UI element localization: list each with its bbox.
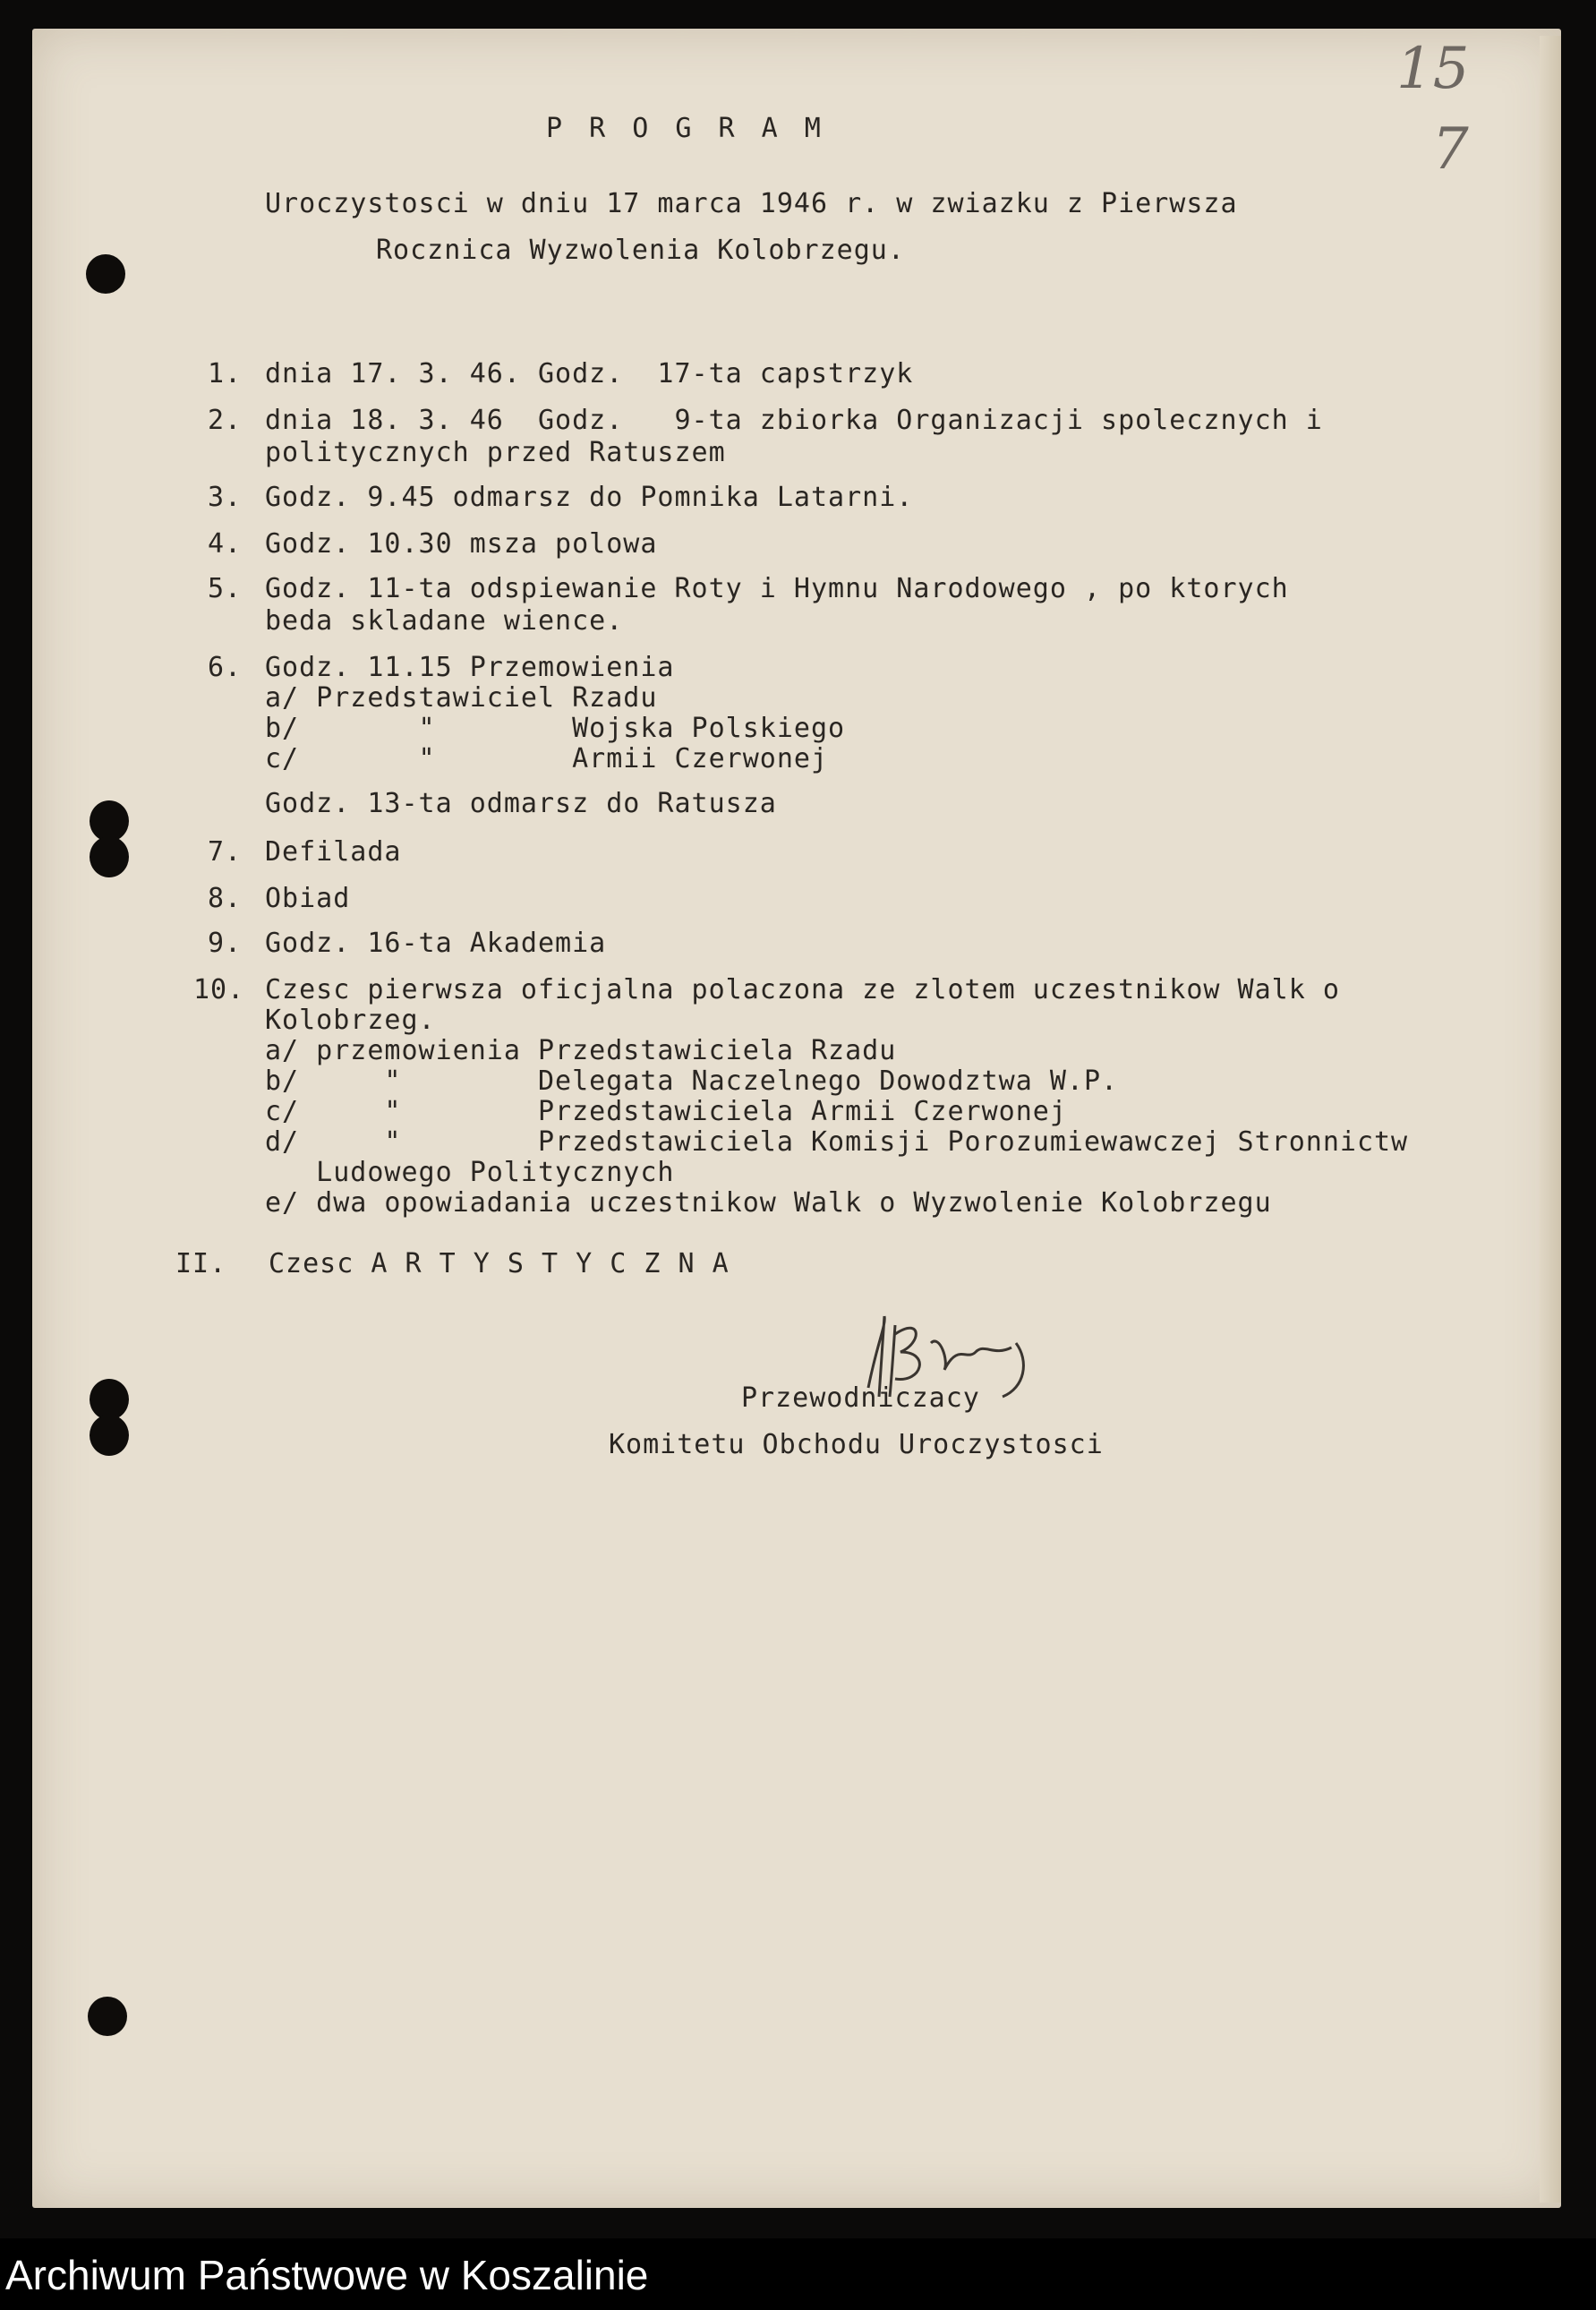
- item-line: Ludowego Politycznych: [265, 1157, 675, 1188]
- item-number: 10.: [193, 974, 245, 1005]
- item-number: 9.: [208, 928, 243, 959]
- item-line: dnia 17. 3. 46. Godz. 17-ta capstrzyk: [265, 358, 914, 389]
- item-line: Defilada: [265, 836, 402, 868]
- item-number: 2.: [208, 405, 243, 436]
- item-line: Czesc pierwsza oficjalna polaczona ze zlotem uczestnikow Walk o: [265, 974, 1340, 1005]
- item-line: d/ " Przedstawiciela Komisji Porozumiewawczej Stronnictw: [265, 1126, 1409, 1158]
- item-line: Obiad: [265, 883, 351, 914]
- document-subtitle-line2: Rocznica Wyzwolenia Kolobrzegu.: [376, 235, 905, 266]
- archive-name: Archiwum Państwowe w Koszalinie: [5, 2252, 649, 2298]
- page-edge: [1540, 36, 1561, 2203]
- item-number: 1.: [208, 358, 243, 389]
- folio-number-bottom: 7: [1432, 116, 1469, 183]
- item-number: 6.: [208, 652, 243, 683]
- signatory-committee: Komitetu Obchodu Uroczystosci: [609, 1429, 1104, 1460]
- punch-hole: [88, 1997, 127, 2036]
- item-number: 5.: [208, 573, 243, 604]
- item-line: dnia 18. 3. 46 Godz. 9-ta zbiorka Organizacji spolecznych i: [265, 405, 1323, 436]
- item-line: c/ " Przedstawiciela Armii Czerwonej: [265, 1096, 1067, 1127]
- item-number: 4.: [208, 528, 243, 560]
- folio-number-top: 15: [1396, 36, 1470, 102]
- item-line: Godz. 11-ta odspiewanie Roty i Hymnu Narodowego , po ktorych: [265, 573, 1289, 604]
- item-line: beda skladane wience.: [265, 605, 624, 637]
- part-two-heading: Czesc A R T Y S T Y C Z N A: [269, 1248, 730, 1279]
- item-line: a/ przemowienia Przedstawiciela Rzadu: [265, 1035, 897, 1066]
- item-line: b/ " Delegata Naczelnego Dowodztwa W.P.: [265, 1065, 1119, 1097]
- part-two-number: II.: [175, 1248, 227, 1279]
- item-line: Kolobrzeg.: [265, 1005, 436, 1036]
- item-line: b/ " Wojska Polskiego: [265, 713, 846, 744]
- item-line: e/ dwa opowiadania uczestnikow Walk o Wyzwolenie Kolobrzegu: [265, 1187, 1272, 1219]
- punch-hole: [86, 254, 125, 294]
- item-line: Godz. 9.45 odmarsz do Pomnika Latarni.: [265, 482, 914, 513]
- item-number: 3.: [208, 482, 243, 513]
- punch-hole-double: [90, 800, 129, 879]
- document-title: P R O G R A M: [546, 113, 826, 144]
- archive-footer: [0, 2238, 1596, 2310]
- item-line: Godz. 11.15 Przemowienia: [265, 652, 675, 683]
- punch-hole-double: [90, 1379, 129, 1458]
- document-subtitle-line1: Uroczystosci w dniu 17 marca 1946 r. w zwiazku z Pierwsza: [265, 188, 1238, 219]
- item-line: politycznych przed Ratuszem: [265, 437, 726, 468]
- item-number: 8.: [208, 883, 243, 914]
- item-number: 7.: [208, 836, 243, 868]
- signatory-title: Przewodniczacy: [741, 1382, 980, 1414]
- item-line: a/ Przedstawiciel Rzadu: [265, 682, 658, 714]
- item-line: c/ " Armii Czerwonej: [265, 743, 829, 774]
- item-line: Godz. 16-ta Akademia: [265, 928, 607, 959]
- item-line: Godz. 13-ta odmarsz do Ratusza: [265, 788, 777, 819]
- item-line: Godz. 10.30 msza polowa: [265, 528, 658, 560]
